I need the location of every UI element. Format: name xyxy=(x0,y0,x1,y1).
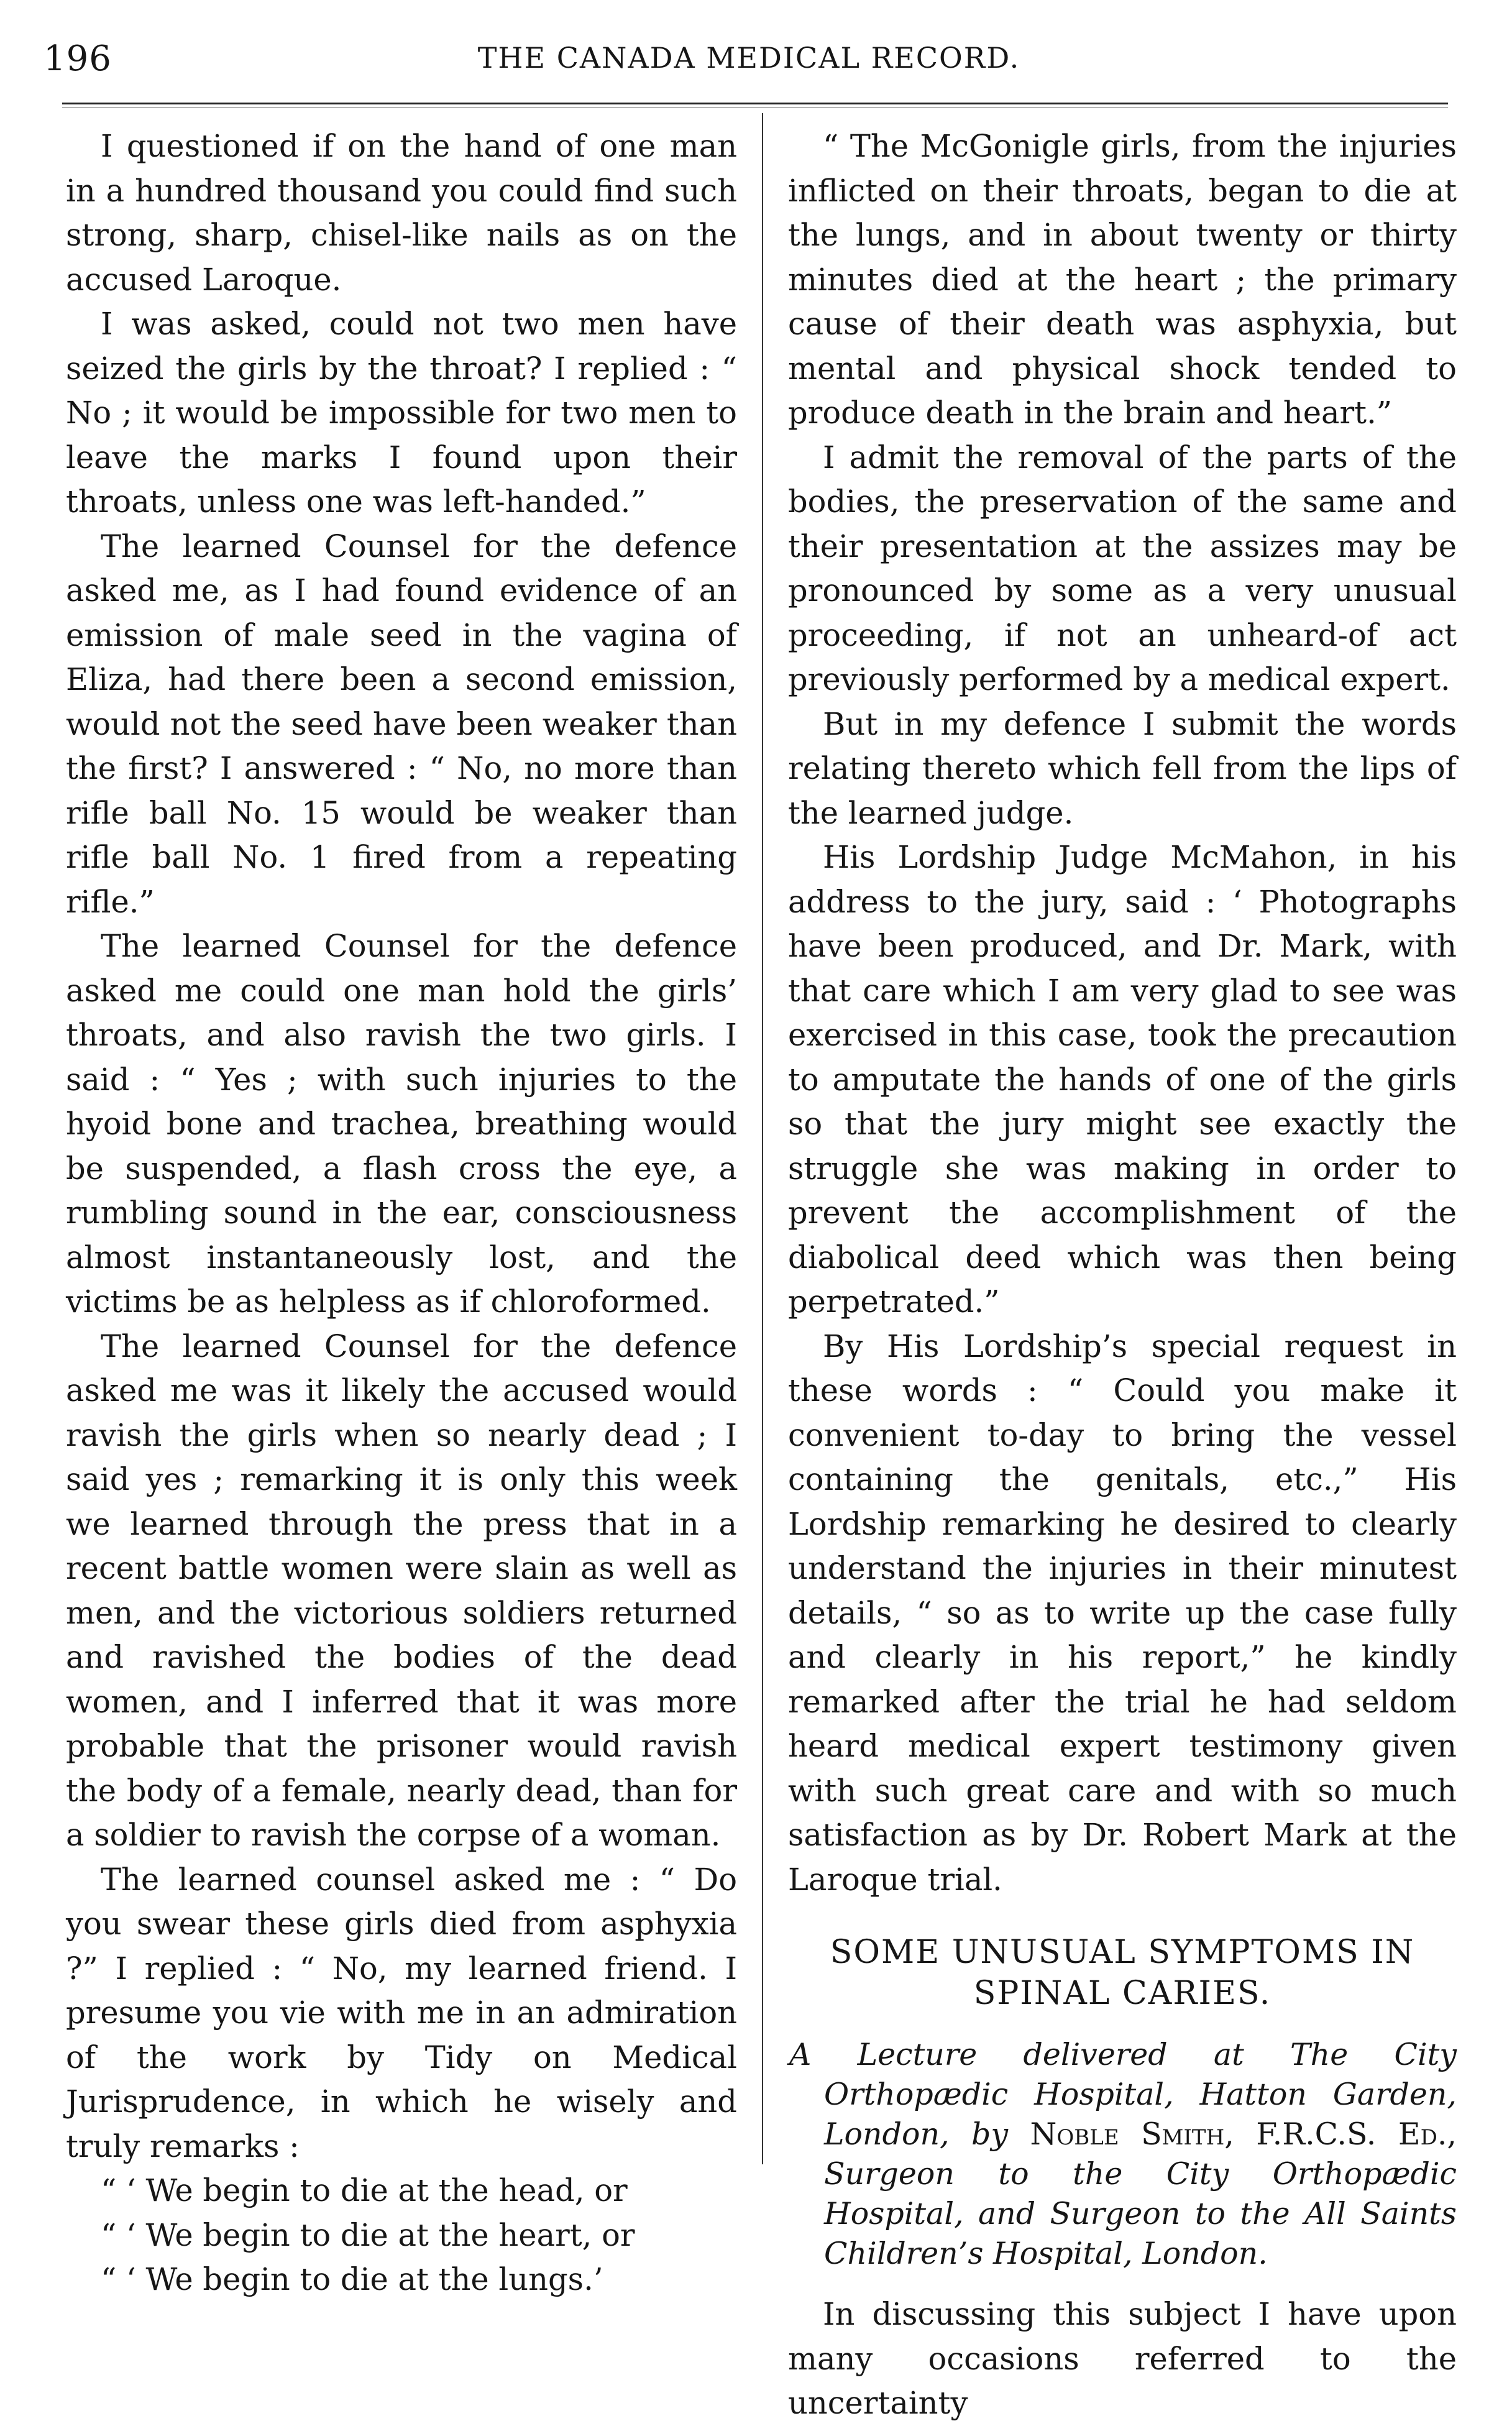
quote-line: “ ‘ We begin to die at the lungs.’ xyxy=(101,2261,603,2297)
page-header xyxy=(44,39,1454,94)
section-heading: SOME UNUSUAL SYMPTOMS IN SPINAL CARIES. xyxy=(830,1934,1415,2012)
byline-affiliation: Surgeon to the City Orthopædic Hospital, and Surgeon to the All Saints Children’s Hospital, London. xyxy=(824,2156,1457,2271)
paragraph: I was asked, could not two men have seized the girls by the throat? I replied : “ No ; it would be impossible for two men to leave the marks I found upon their throats, unless one was left-handed.” xyxy=(66,306,737,520)
quote-line: “ ‘ We begin to die at the head, or xyxy=(101,2172,628,2208)
paragraph: The learned Counsel for the defence asked me was it likely the accused would ravish the girls when so nearly dead ; I said yes ; remarking it is only this week we learned through the press that in a recent battle women were slain as well as men, and the victorious soldiers returned and ravished the bodies of the dead women, and I inferred that it was more probable that the prisoner would ravish the body of a female, nearly dead, than for a soldier to ravish the corpse of a woman. xyxy=(66,1328,737,1853)
paragraph: I admit the removal of the parts of the bodies, the preservation of the same and their presentation at the assizes may be pronounced by some as a very unusual proceeding, if not an unheard-of act previously performed by a medical expert. xyxy=(788,439,1457,697)
paragraph: By His Lordship’s special request in these words : “ Could you make it convenient to-day to bring the vessel containing the genitals, etc.,” His Lordship remarking he desired to clearly understand the injuries in their minutest details, “ so as to write up the case fully and clearly in his report,” he kindly remarked after the trial he had seldom heard medical expert testimony given with such great care and with so much satisfaction as by Dr. Robert Mark at the Laroque trial. xyxy=(788,1328,1457,1898)
page-number: 196 xyxy=(44,39,112,79)
paragraph: In discussing this subject I have upon many occasions referred to the uncertainty xyxy=(788,2296,1457,2421)
paragraph: His Lordship Judge McMahon, in his address to the jury, said : ‘ Photographs have been produced, and Dr. Mark, with that care which I am very glad to see was exercised in this case, took the precaution to amputate the hands of one of the girls so that the jury might see exactly the struggle she was making in order to prevent the accomplishment of the diabolical deed which was then being perpetrated.” xyxy=(788,839,1457,1320)
header-rule xyxy=(62,103,1448,104)
right-column xyxy=(788,124,1457,2426)
paragraph: I questioned if on the hand of one man in a hundred thousand you could find such strong, sharp, chisel-like nails as on the accused Laroque. xyxy=(66,128,737,298)
paragraph: The learned Counsel for the defence asked me could one man hold the girls’ throats, and also ravish the two girls. I said : “ Yes ; with such injuries to the hyoid bone and trachea, breathing would be suspended, a flash cross the eye, a rumbling sound in the ear, consciousness almost instantaneously lost, and the victims be as helpless as if chloroformed. xyxy=(66,928,737,1320)
left-column xyxy=(66,124,737,2302)
byline-intro: A Lecture delivered at The City Orthopædic Hospital, Hatton Garden, London, by xyxy=(789,2037,1457,2152)
lecture-byline xyxy=(788,2035,1457,2274)
paragraph: The learned Counsel for the defence asked me, as I had found evidence of an emission of male seed in the vagina of Eliza, had there been a second emission, would not the seed have been weaker than the first? I answered : “ No, no more than rifle ball No. 15 would be weaker than rifle ball No. 1 fired from a repeating rifle.” xyxy=(66,528,737,920)
paragraph: “ The McGonigle girls, from the injuries inflicted on their throats, began to die at the lungs, and in about twenty or thirty minutes died at the heart ; the primary cause of their death was asphyxia, but mental and physical shock tended to produce death in the brain and heart.” xyxy=(788,128,1457,431)
quote-line: “ ‘ We begin to die at the heart, or xyxy=(101,2217,635,2253)
running-head: THE CANADA MEDICAL RECORD. xyxy=(477,41,1020,75)
paragraph: The learned counsel asked me : “ Do you swear these girls died from asphyxia ?” I replied : “ No, my learned friend. I presume you vie with me in an admiration of the work by Tidy on Medical Jurisprudence, in which he wisely and truly remarks : xyxy=(66,1861,737,2164)
byline-author: Noble Smith, F.R.C.S. Ed., xyxy=(1030,2116,1457,2152)
column-divider xyxy=(762,113,763,2164)
paragraph: But in my defence I submit the words relating thereto which fell from the lips of the learned judge. xyxy=(788,705,1457,831)
